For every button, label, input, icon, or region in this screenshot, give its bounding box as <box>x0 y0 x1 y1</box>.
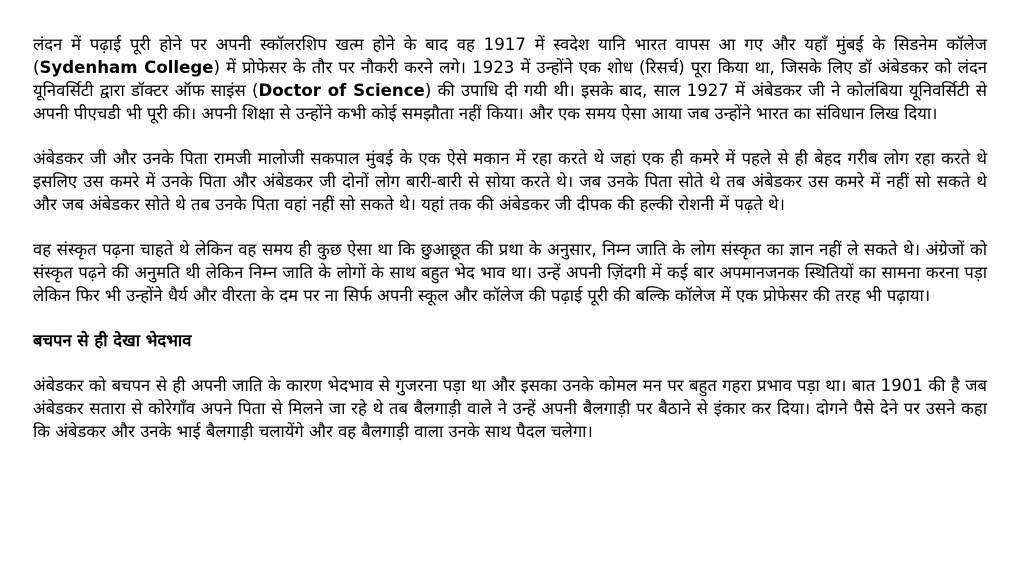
paragraph-sanskrit: वह संस्कृत पढ़ना चाहते थे लेकिन वह समय ही कुछ ऐसा था कि छुआछूत की प्रथा के अनुसार, निम्न जाति के लोग संस्कृत का ज्ञान नहीं ले सकते थे। अंग्रेजों को संस्कृत पढ़ने की अनुमति थी लेकिन निम्न जाति के लोगों के साथ बहुत भेद भाव था। उन्हें अपनी ज़िंदगी में कई बार अपमानजनक स्थितियों का सामना करना पड़ा लेकिन फिर भी उन्होंने धैर्य और वीरता के दम पर ना सिर्फ अपनी स्कूल और कॉलेज की पढ़ाई पूरी की बल्कि कॉलेज में एक प्रोफेसर की तरह भी पढ़ाया। <box>33 240 987 305</box>
bold-term-sydenham-college: Sydenham College <box>39 58 214 77</box>
paragraph-text: ) की उपाधि दी गयी थी। इसके बाद, साल 1927 में अंबेडकर जी ने कोलंबिया यूनिवर्सिटी से अपनी पीएचडी भी पूरी की। अपनी शिक्षा से उन्होंने कभी कोई समझौता नहीं किया। और एक समय ऐसा आया जब उन्होंने भारत का संविधान लिख दिया। <box>33 81 987 123</box>
article-body <box>33 33 987 465</box>
paragraph-london-career <box>33 33 987 125</box>
section-heading: बचपन से ही देखा भेदभाव <box>33 331 192 350</box>
bold-term-doctor-of-science: Doctor of Science <box>258 81 425 100</box>
paragraph-text: लंदन में पढ़ाई पूरी होने पर अपनी स्कॉलरशिप खत्म होने के बाद वह 1917 में स्वदेश यानि भारत वापस आ गए और यहाँ मुंबई के सिडनेम कॉलेज ( <box>33 35 987 77</box>
paragraph-father-room: अंबेडकर जी और उनके पिता रामजी मालोजी सकपाल मुंबई के एक ऐसे मकान में रहा करते थे जहां एक ही कमरे में पहले से ही बेहद गरीब लोग रहा करते थे इसलिए उस कमरे में उनके पिता और अंबेडकर जी दोनों लोग बारी-बारी से सोया करते थे। जब उनके पिता सोते थे तब अंबेडकर उस कमरे में नहीं सो सकते थे और जब अंबेडकर सोते थे तब उनके पिता वहां नहीं सो सकते थे। यहां तक की अंबेडकर जी दीपक की हल्की रोशनी में पढ़ते थे। <box>33 149 987 214</box>
paragraph-childhood-discrimination: अंबेडकर को बचपन से ही अपनी जाति के कारण भेदभाव से गुजरना पड़ा था और इसका उनके कोमल मन पर बहुत गहरा प्रभाव पड़ा था। बात 1901 की है जब अंबेडकर सतारा से कोरेगाँव अपने पिता से मिलने जा रहे थे तब बैलगाड़ी वाले ने उन्हें अपनी बैलगाड़ी पर बैठाने से इंकार कर दिया। दोगने पैसे देने पर उसने कहा कि अंबेडकर और उनके भाई बैलगाड़ी चलायेंगे और वह बैलगाड़ी वाला उनके साथ पैदल चलेगा। <box>33 376 987 441</box>
paragraph-text: ) में प्रोफेसर के तौर पर नौकरी करने लगे। 1923 में उन्होंने एक शोध (रिसर्च) पूरा किया था, जिसके लिए डॉ अंबेडकर को लंदन यूनिवर्सिटी द्वारा डॉक्टर ऑफ साइंस ( <box>33 58 987 100</box>
